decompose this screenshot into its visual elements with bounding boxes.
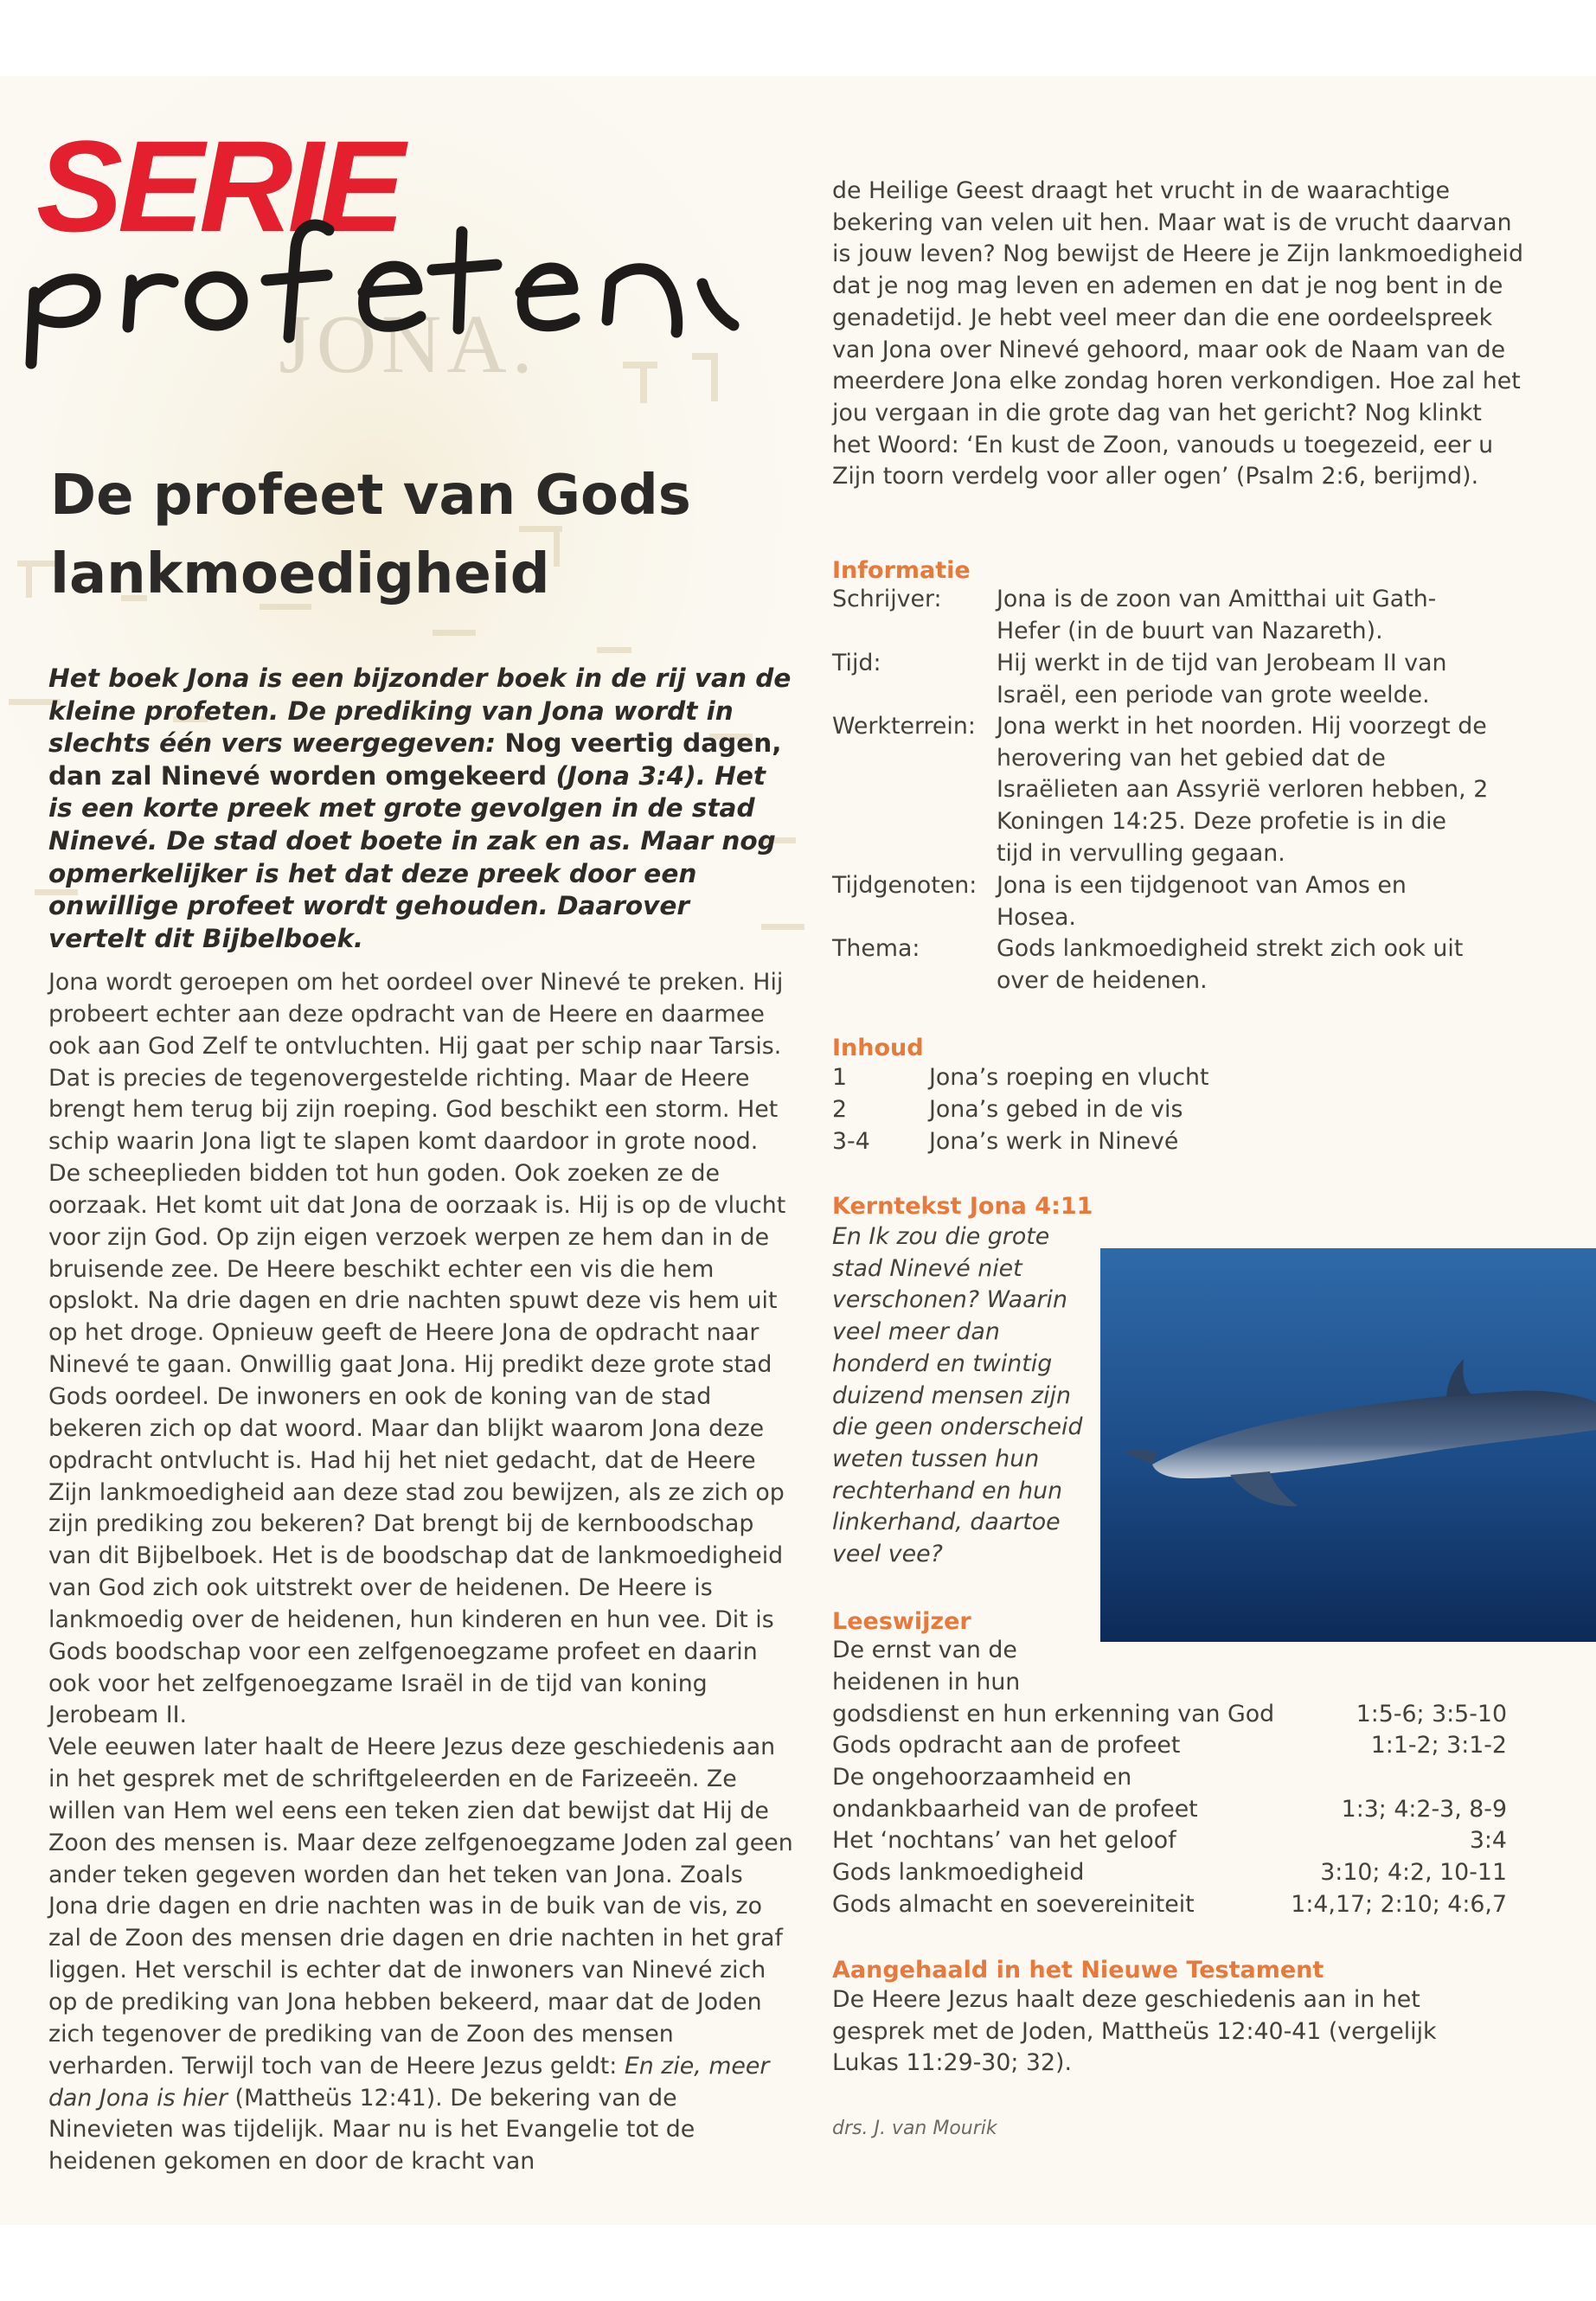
chapter-title: Jona’s werk in Ninevé: [929, 1128, 1179, 1155]
leeswijzer-topic: ondankbaarheid van de profeet: [832, 1796, 1198, 1823]
leeswijzer-reference: 1:5-6; 3:5-10: [1356, 1701, 1507, 1727]
leeswijzer-reference: 1:3; 4:2-3, 8-9: [1341, 1796, 1507, 1823]
inhoud-heading: Inhoud: [832, 1035, 924, 1061]
chapter-title: Jona’s gebed in de vis: [929, 1096, 1183, 1123]
leeswijzer-reference: 3:4: [1469, 1827, 1507, 1854]
intro-paragraph: [48, 663, 792, 955]
jona-background-word: JONA.: [279, 298, 538, 389]
body-column-left: [48, 967, 794, 2178]
informatie-heading: Informatie: [832, 557, 971, 584]
chapter-number: 1: [832, 1064, 848, 1091]
chapter-number: 3-4: [832, 1128, 870, 1155]
leeswijzer-topic: Het ‘nochtans’ van het geloof: [832, 1827, 1176, 1854]
leeswijzer-heading: Leeswijzer: [832, 1608, 971, 1635]
jona-preaching-quote: Nog veertig dagen, dan zal Ninevé worden omgekeerd: [48, 728, 782, 791]
info-label: Werkterrein:: [832, 713, 976, 740]
article-headline: De profeet van Gods lankmoedigheid: [50, 464, 691, 606]
info-value: Jona is een tijdgenoot van Amos en Hosea.: [997, 872, 1407, 931]
series-label: SERIE: [36, 113, 401, 259]
leeswijzer-topic: heidenen in hun: [832, 1669, 1021, 1695]
leeswijzer-reference: 1:1-2; 3:1-2: [1370, 1732, 1507, 1759]
info-value: Hij werkt in de tijd van Jerobeam II van Israël, een periode van grote weelde.: [997, 650, 1447, 708]
body-column-right-continued: de Heilige Geest draagt het vrucht in de waarachtige bekering van velen uit hen. Maar wat is de vrucht daarvan is jouw leven? Nog bewijst de Heere je Zijn lankmoedigheid dat je nog mag leven en ademen en dat je nog bent in de genadetijd. Je hebt veel meer dan die ene oordeelspreek van Jona over Ninevé gehoord, maar ook de Naam van de meerdere Jona elke zondag horen verkondigen. Hoe zal het jou vergaan in die grote dag van het gericht? Nog klinkt het Woord: ‘En kust de Zoon, vanouds u toegezeid, eer u Zijn toorn verdelg voor aller ogen’ (Psalm 2:6, berijmd).: [832, 177, 1523, 490]
body-paragraph-1: Jona wordt geroepen om het oordeel over Ninevé te preken. Hij probeert echter aan deze opdracht van de Heere en daarmee ook aan God Zelf te ontvluchten. Hij gaat per schip naar Tarsis. Dat is precies de tegenovergestelde richting. Maar de Heere brengt hem terug bij zijn roeping. God beschikt een storm. Het schip waarin Jona ligt te slapen komt daardoor in grote nood. De scheeplieden bidden tot hun goden. Ook zoeken ze de oorzaak. Het komt uit dat Jona de oorzaak is. Hij is op de vlucht voor zijn God. Op zijn eigen verzoek werpen ze hem dan in de bruisende zee. De Heere beschikt echter een vis die hem opslokt. Na drie dagen en drie nachten spuwt deze vis hem uit op het droge. Opnieuw geeft de Heere Jona de opdracht naar Ninevé te gaan. Onwillig gaat Jona. Hij predikt deze grote stad Gods oordeel. De inwoners en ook de koning van de stad bekeren zich op dat woord. Maar dan blijkt waarom Jona deze opdracht ontvlucht is. Had hij het niet gedacht, dat de Heere Zijn lankmoedigheid aan deze stad zou bewijzen, als ze zich op zijn prediking zou bekeren? Dat brengt bij de kernboodschap van dit Bijbelboek. Het is de boodschap dat de lankmoedigheid van God zich ook uitstrekt over de heidenen. De Heere is lankmoedig over de heidenen, hun kinderen en hun vee. Dit is Gods boodschap voor een zelfgenoegzame profeet en daarin ook voor het zelfgenoegzame Israël in de tijd van koning Jerobeam II.: [48, 969, 786, 1729]
whale-photo: [1100, 1248, 1596, 1642]
info-label: Tijdgenoten:: [832, 872, 977, 899]
intro-reference: (Jona 3:4): [547, 760, 696, 791]
info-label: Thema:: [832, 935, 920, 962]
leeswijzer-topic: Gods opdracht aan de profeet: [832, 1732, 1181, 1759]
leeswijzer-topic: De ernst van de: [832, 1637, 1017, 1663]
intro-text-start: Het boek Jona is een bijzonder boek in de rij van de kleine profeten. De prediking van Jona wordt in slechts één vers weergegeven:: [48, 663, 792, 759]
chapter-number: 2: [832, 1096, 848, 1123]
body-paragraph-2-end: (Mattheüs 12:41). De bekering van de Ninevieten was tijdelijk. Maar nu is het Evangelie tot de heidenen gekomen en door de kracht van: [48, 2084, 695, 2176]
leeswijzer-topic: Gods lankmoedigheid: [832, 1859, 1085, 1886]
info-value: Gods lankmoedigheid strekt zich ook uit over de heidenen.: [997, 935, 1464, 994]
leeswijzer-topic: godsdienst en hun erkenning van God: [832, 1701, 1275, 1727]
intro-text-end: . Het is een korte preek met grote gevolgen in de stad Ninevé. De stad doet boete in zak en as. Maar nog opmerkelijker is het dat deze preek door een onwillige profeet wordt gehouden. Daarover vertelt dit Bijbelboek.: [48, 760, 776, 953]
kerntekst-quote: En Ik zou die grote stad Ninevé niet verschonen? Waarin veel meer dan honderd en twintig duizend mensen zijn die geen onderscheid weten tussen hun rechterhand en hun linkerhand, daartoe veel vee?: [832, 1223, 1083, 1568]
author-credit: drs. J. van Mourik: [832, 2118, 997, 2139]
info-value: Jona werkt in het noorden. Hij voorzegt de herovering van het gebied dat de Israëlieten aan Assyrië verloren hebben, 2 Koningen 14:25. Deze profetie is in die tijd in vervulling gegaan.: [997, 713, 1489, 867]
profeten-logo: [10, 190, 772, 389]
info-label: Schrijver:: [832, 586, 942, 612]
leeswijzer-reference: 1:4,17; 2:10; 4:6,7: [1291, 1891, 1507, 1918]
kerntekst-heading: Kerntekst Jona 4:11: [832, 1193, 1093, 1220]
leeswijzer-topic: Gods almacht en soevereiniteit: [832, 1891, 1195, 1918]
nt-heading: Aangehaald in het Nieuwe Testament: [832, 1957, 1324, 1984]
info-label: Tijd:: [832, 650, 881, 676]
body-inline-quote: En zie, meer dan Jona is hier: [48, 2052, 770, 2112]
body-paragraph-2: Vele eeuwen later haalt de Heere Jezus deze geschiedenis aan in het gesprek met de schriftgeleerden en de Farizeeën. Ze willen van Hem wel eens een teken zien dat bewijst dat Hij de Zoon des mensen is. Maar deze zelfgenoegzame Joden zal geen ander teken gegeven worden dan het teken van Jona. Zoals Jona drie dagen en drie nachten was in de buik van de vis, zo zal de Zoon des mensen drie dagen en drie nachten in het graf liggen. Het verschil is echter dat de inwoners van Ninevé zich op de prediking van Jona hebben bekeerd, maar dat de Joden zich tegenover de prediking van de Zoon des mensen verharden. Terwijl toch van de Heere Jezus geldt:: [48, 1734, 793, 2080]
chapter-title: Jona’s roeping en vlucht: [929, 1064, 1209, 1091]
info-value: Jona is de zoon van Amitthai uit Gath-Hefer (in de buurt van Nazareth).: [997, 586, 1437, 644]
leeswijzer-topic: De ongehoorzaamheid en: [832, 1764, 1132, 1791]
nt-text: De Heere Jezus haalt deze geschiedenis aan in het gesprek met de Joden, Mattheüs 12:40-41 (vergelijk Lukas 11:29-30; 32).: [832, 1986, 1437, 2077]
leeswijzer-reference: 3:10; 4:2, 10-11: [1320, 1859, 1507, 1886]
